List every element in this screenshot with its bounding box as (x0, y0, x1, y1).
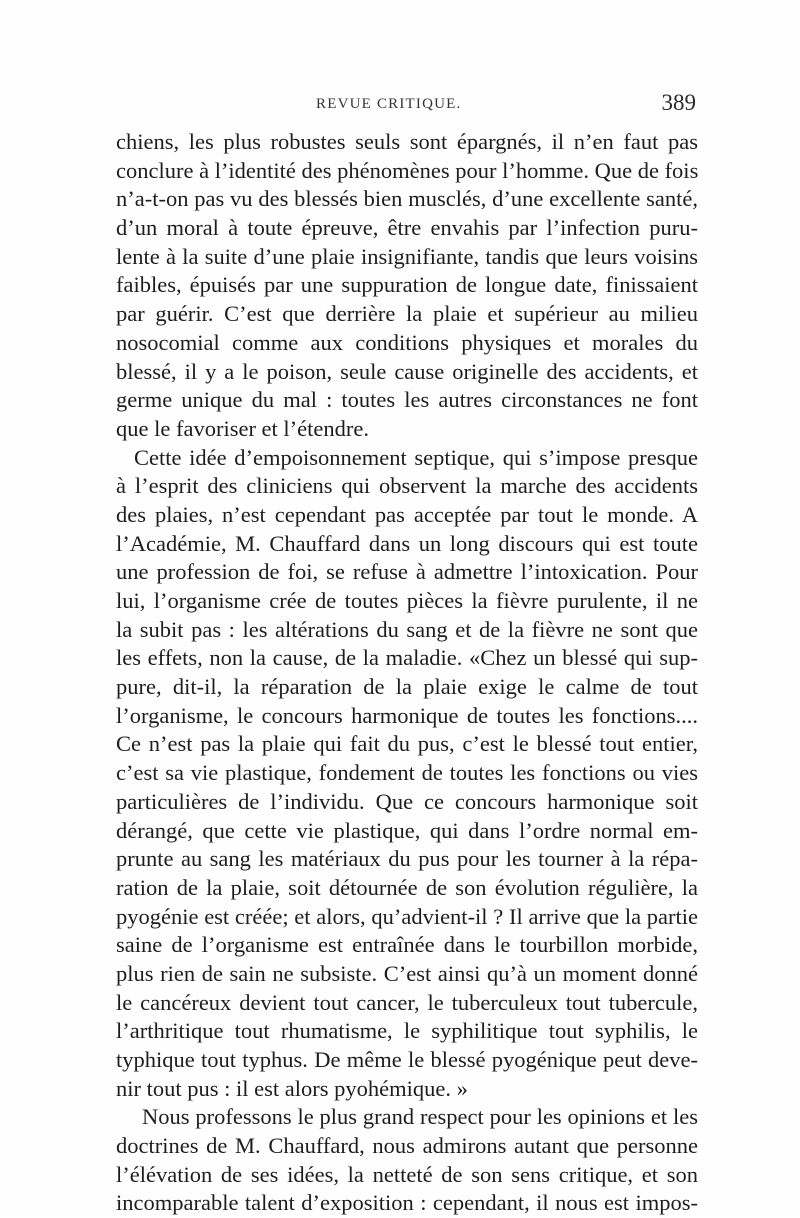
text-line: la subit pas : les altérations du sang et de la fièvre ne sont que (116, 616, 698, 642)
text-line: lente à la suite d’une plaie insignifiante, tandis que leurs voisins (116, 243, 698, 269)
text-line: incomparable talent d’exposition : cependant, il nous est impos- (116, 1190, 698, 1216)
paragraph-start-line: Cette idée d’empoisonnement septique, qui s’impose presque (134, 444, 698, 470)
text-line: dérangé, que cette vie plastique, qui dans l’ordre normal em- (116, 817, 698, 843)
text-line: chiens, les plus robustes seuls sont épargnés, il n’en faut pas (116, 129, 698, 154)
text-line: faibles, épuisés par une suppuration de longue date, finissaient (116, 272, 698, 298)
text-line: d’un moral à toute épreuve, être envahis par l’infection puru- (116, 215, 698, 241)
text-line: pyogénie est créée; et alors, qu’advient-il ? Il arrive que la partie (116, 903, 698, 929)
text-line: l’organisme, le concours harmonique de toutes les fonctions.... (116, 702, 698, 728)
text-line: ration de la plaie, soit détournée de son évolution régulière, la (116, 874, 698, 900)
text-line: Ce n’est pas la plaie qui fait du pus, c’est le blessé tout entier, (116, 731, 698, 757)
text-line: l’arthritique tout rhumatisme, le syphilitique tout syphilis, le (116, 1018, 698, 1044)
text-line: des plaies, n’est cependant pas acceptée par tout le monde. A (116, 501, 698, 527)
text-line: l’élévation de ses idées, la netteté de son sens critique, et son (116, 1161, 698, 1187)
running-title: REVUE CRITIQUE. (316, 96, 462, 112)
text-line: à l’esprit des cliniciens qui observent la marche des accidents (116, 473, 698, 499)
text-line: prunte au sang les matériaux du pus pour les tourner à la répa- (116, 846, 698, 872)
text-line: n’a-t-on pas vu des blessés bien musclés, d’une excellente santé, (116, 186, 698, 212)
text-line: blessé, il y a le poison, seule cause originelle des accidents, et (116, 358, 698, 384)
body-text (116, 128, 698, 1218)
text-line: saine de l’organisme est entraînée dans le tourbillon morbide, (116, 932, 698, 958)
text-line: pure, dit-il, la réparation de la plaie exige le calme de tout (116, 674, 698, 700)
text-line: une profession de foi, se refuse à admettre l’intoxication. Pour (116, 559, 698, 585)
paragraph-end-line: nir tout pus : il est alors pyohémique. » (116, 1075, 468, 1101)
text-line: doctrines de M. Chauffard, nous admirons autant que personne (116, 1133, 698, 1159)
running-head (118, 90, 698, 122)
text-line: conclure à l’identité des phénomènes pour l’homme. Que de fois (116, 157, 699, 183)
page-number: 389 (661, 90, 696, 115)
text-line: plus rien de sain ne subsiste. C’est ainsi qu’à un moment donné (116, 960, 698, 986)
text-line: germe unique du mal : toutes les autres circonstances ne font (116, 387, 698, 413)
text-line: c’est sa vie plastique, fondement de toutes les fonctions ou vies (116, 760, 698, 786)
text-line: lui, l’organisme crée de toutes pièces la fièvre purulente, il ne (116, 588, 698, 613)
text-line: l’Académie, M. Chauffard dans un long discours qui est toute (116, 530, 698, 556)
text-line: le cancéreux devient tout cancer, le tuberculeux tout tubercule, (116, 989, 698, 1015)
paragraph-start-line: Nous professons le plus grand respect pour les opinions et les (142, 1104, 698, 1130)
text-line: nosocomial comme aux conditions physiques et morales du (116, 329, 698, 355)
paragraph-end-line: que le favoriser et l’étendre. (116, 415, 369, 441)
text-line: par guérir. C’est que derrière la plaie et supérieur au milieu (116, 301, 698, 327)
text-line: particulières de l’individu. Que ce concours harmonique soit (116, 788, 698, 814)
text-line: les effets, non la cause, de la maladie. «Chez un blessé qui sup- (116, 645, 698, 671)
text-line: typhique tout typhus. De même le blessé pyogénique peut deve- (116, 1047, 698, 1072)
